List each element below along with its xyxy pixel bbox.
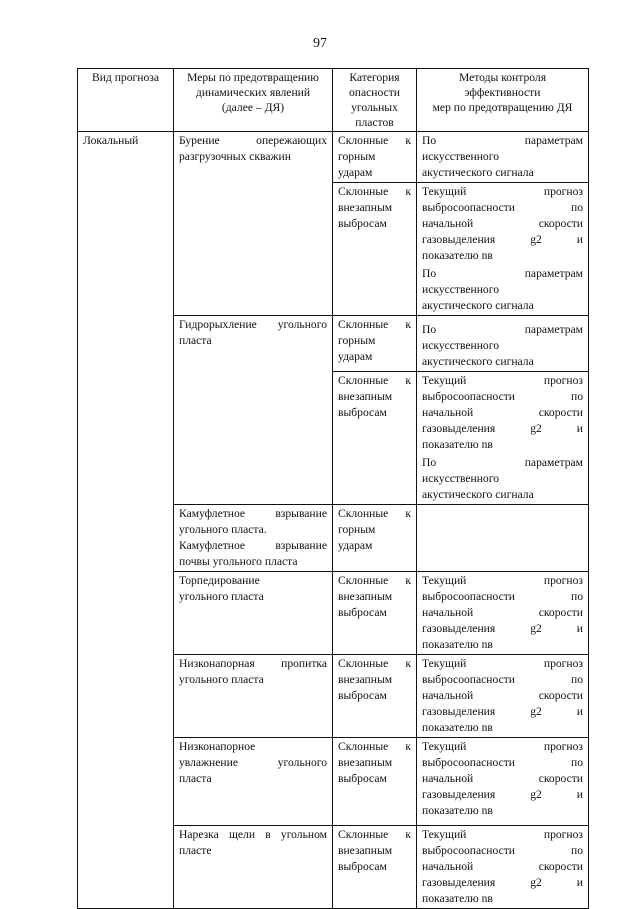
- category-line: Склонные к: [338, 374, 411, 387]
- category-line: Склонные к: [338, 657, 411, 670]
- category-line: горным: [338, 523, 376, 536]
- method-cell: [417, 826, 589, 909]
- category-line: выбросам: [338, 217, 387, 230]
- method-line: начальной скорости: [422, 217, 583, 230]
- category-line: внезапным: [338, 673, 393, 686]
- method-line: начальной скорости: [422, 860, 583, 873]
- header-category-line: опасности: [348, 86, 400, 99]
- method-line: начальной скорости: [422, 606, 583, 619]
- category-line: внезапным: [338, 756, 393, 769]
- category-line: ударам: [338, 350, 373, 363]
- table-row: [78, 132, 589, 183]
- method-line: Текущий прогноз: [422, 657, 583, 670]
- category-line: выбросам: [338, 860, 387, 873]
- method-line: Текущий прогноз: [422, 828, 583, 841]
- header-category: [333, 69, 417, 132]
- method-cell: [417, 572, 589, 655]
- category-line: выбросам: [338, 606, 387, 619]
- method-line: выбросоопасности по: [422, 756, 583, 769]
- measure-line: Нарезка щели в угольном: [179, 828, 327, 841]
- method-line: искусственного: [422, 339, 499, 352]
- category-line: Склонные к: [338, 740, 411, 753]
- header-methods: [417, 69, 589, 132]
- measure-line: Низконапорная пропитка: [179, 657, 327, 670]
- method-line: газовыделения g2 и: [422, 788, 583, 801]
- method-line: Текущий прогноз: [422, 374, 583, 387]
- method-line: газовыделения g2 и: [422, 422, 583, 435]
- method-line: газовыделения g2 и: [422, 233, 583, 246]
- method-line: Текущий прогноз: [422, 740, 583, 753]
- method-cell: [417, 738, 589, 826]
- method-cell: [417, 132, 589, 183]
- category-line: внезапным: [338, 201, 393, 214]
- category-line: Склонные к: [338, 574, 411, 587]
- measure-line: Низконапорное: [179, 740, 256, 753]
- category-line: горным: [338, 334, 376, 347]
- category-line: выбросам: [338, 406, 387, 419]
- measure-line: Торпедирование: [179, 574, 260, 587]
- method-line: выбросоопасности по: [422, 844, 583, 857]
- measure-line: пласте: [179, 844, 212, 857]
- method-line: акустического сигнала: [422, 355, 534, 368]
- category-cell: [333, 132, 417, 183]
- header-measures: [174, 69, 333, 132]
- method-line: искусственного: [422, 283, 499, 296]
- header-methods-line: эффективности: [464, 86, 541, 99]
- method-line: акустического сигнала: [422, 166, 534, 179]
- category-line: горным: [338, 150, 376, 163]
- category-cell: [333, 316, 417, 372]
- measure-line: почвы угольного пласта: [179, 555, 298, 568]
- category-line: внезапным: [338, 390, 393, 403]
- category-line: внезапным: [338, 590, 393, 603]
- measure-line: угольного пласта.: [179, 523, 267, 536]
- measure-line: Гидрорыхление угольного: [179, 318, 327, 331]
- method-line: искусственного: [422, 472, 499, 485]
- category-cell: [333, 372, 417, 505]
- method-line: показателю nв: [422, 638, 493, 651]
- method-line: показателю nв: [422, 438, 493, 451]
- measure-line: разгрузочных скважин: [179, 150, 291, 163]
- method-line: показателю nв: [422, 804, 493, 817]
- forecast-type-text: Локальный: [83, 134, 139, 147]
- measure-line: увлажнение угольного: [179, 756, 327, 769]
- category-line: Склонные к: [338, 318, 411, 331]
- method-line: показателю nв: [422, 249, 493, 262]
- measure-cell: [174, 316, 333, 505]
- category-line: ударам: [338, 166, 373, 179]
- measure-line: угольного пласта: [179, 673, 264, 686]
- category-cell: [333, 738, 417, 826]
- method-line: По параметрам: [422, 323, 583, 336]
- method-line: акустического сигнала: [422, 488, 534, 501]
- method-line: Текущий прогноз: [422, 185, 583, 198]
- category-line: Склонные к: [338, 134, 411, 147]
- category-cell: [333, 572, 417, 655]
- measure-cell: [174, 738, 333, 826]
- header-category-line: пластов: [355, 116, 394, 129]
- method-cell: [417, 183, 589, 316]
- header-category-line: Категория: [349, 71, 400, 84]
- method-line: начальной скорости: [422, 406, 583, 419]
- method-line: искусственного: [422, 150, 499, 163]
- measure-cell: [174, 132, 333, 316]
- method-line: акустического сигнала: [422, 299, 534, 312]
- measure-cell: [174, 655, 333, 738]
- category-cell: [333, 505, 417, 572]
- header-measures-line: динамических явлений: [195, 86, 311, 99]
- method-line: газовыделения g2 и: [422, 876, 583, 889]
- forecast-type-cell: [78, 132, 174, 909]
- method-line: газовыделения g2 и: [422, 705, 583, 718]
- prevention-measures-table: [77, 68, 589, 909]
- header-category-line: угольных: [351, 101, 398, 114]
- header-methods-line: Методы контроля: [458, 71, 547, 84]
- method-line: выбросоопасности по: [422, 390, 583, 403]
- method-cell: [417, 372, 589, 505]
- measure-line: угольного пласта: [179, 590, 264, 603]
- method-cell-empty: [417, 505, 589, 572]
- measure-line: пласта: [179, 772, 212, 785]
- category-line: внезапным: [338, 844, 393, 857]
- category-cell: [333, 826, 417, 909]
- measure-line: Камуфлетное взрывание: [179, 539, 327, 552]
- category-line: Склонные к: [338, 507, 411, 520]
- category-cell: [333, 655, 417, 738]
- measure-line: пласта: [179, 334, 212, 347]
- header-measures-line: (далее – ДЯ): [221, 101, 285, 114]
- table-header-row: [78, 69, 589, 132]
- method-line: выбросоопасности по: [422, 201, 583, 214]
- measure-cell: [174, 826, 333, 909]
- method-cell: [417, 316, 589, 372]
- category-line: выбросам: [338, 689, 387, 702]
- category-line: Склонные к: [338, 185, 411, 198]
- method-line: По параметрам: [422, 267, 583, 280]
- method-cell: [417, 655, 589, 738]
- category-line: ударам: [338, 539, 373, 552]
- category-line: Склонные к: [338, 828, 411, 841]
- measure-cell: [174, 572, 333, 655]
- header-measures-line: Меры по предотвращению: [187, 71, 319, 84]
- measure-cell: [174, 505, 333, 572]
- method-line: показателю nв: [422, 892, 493, 905]
- method-line: газовыделения g2 и: [422, 622, 583, 635]
- method-line: показателю nв: [422, 721, 493, 734]
- method-line: По параметрам: [422, 456, 583, 469]
- page-number: 97: [313, 36, 327, 51]
- method-line: выбросоопасности по: [422, 673, 583, 686]
- measure-line: Бурение опережающих: [179, 134, 327, 147]
- category-cell: [333, 183, 417, 316]
- method-line: начальной скорости: [422, 772, 583, 785]
- method-line: По параметрам: [422, 134, 583, 147]
- header-forecast-type-text: Вид прогноза: [91, 71, 159, 84]
- header-forecast-type: [78, 69, 174, 132]
- category-line: выбросам: [338, 772, 387, 785]
- header-methods-line: мер по предотвращению ДЯ: [432, 101, 573, 114]
- method-line: выбросоопасности по: [422, 590, 583, 603]
- method-line: начальной скорости: [422, 689, 583, 702]
- measure-line: Камуфлетное взрывание: [179, 507, 327, 520]
- method-line: Текущий прогноз: [422, 574, 583, 587]
